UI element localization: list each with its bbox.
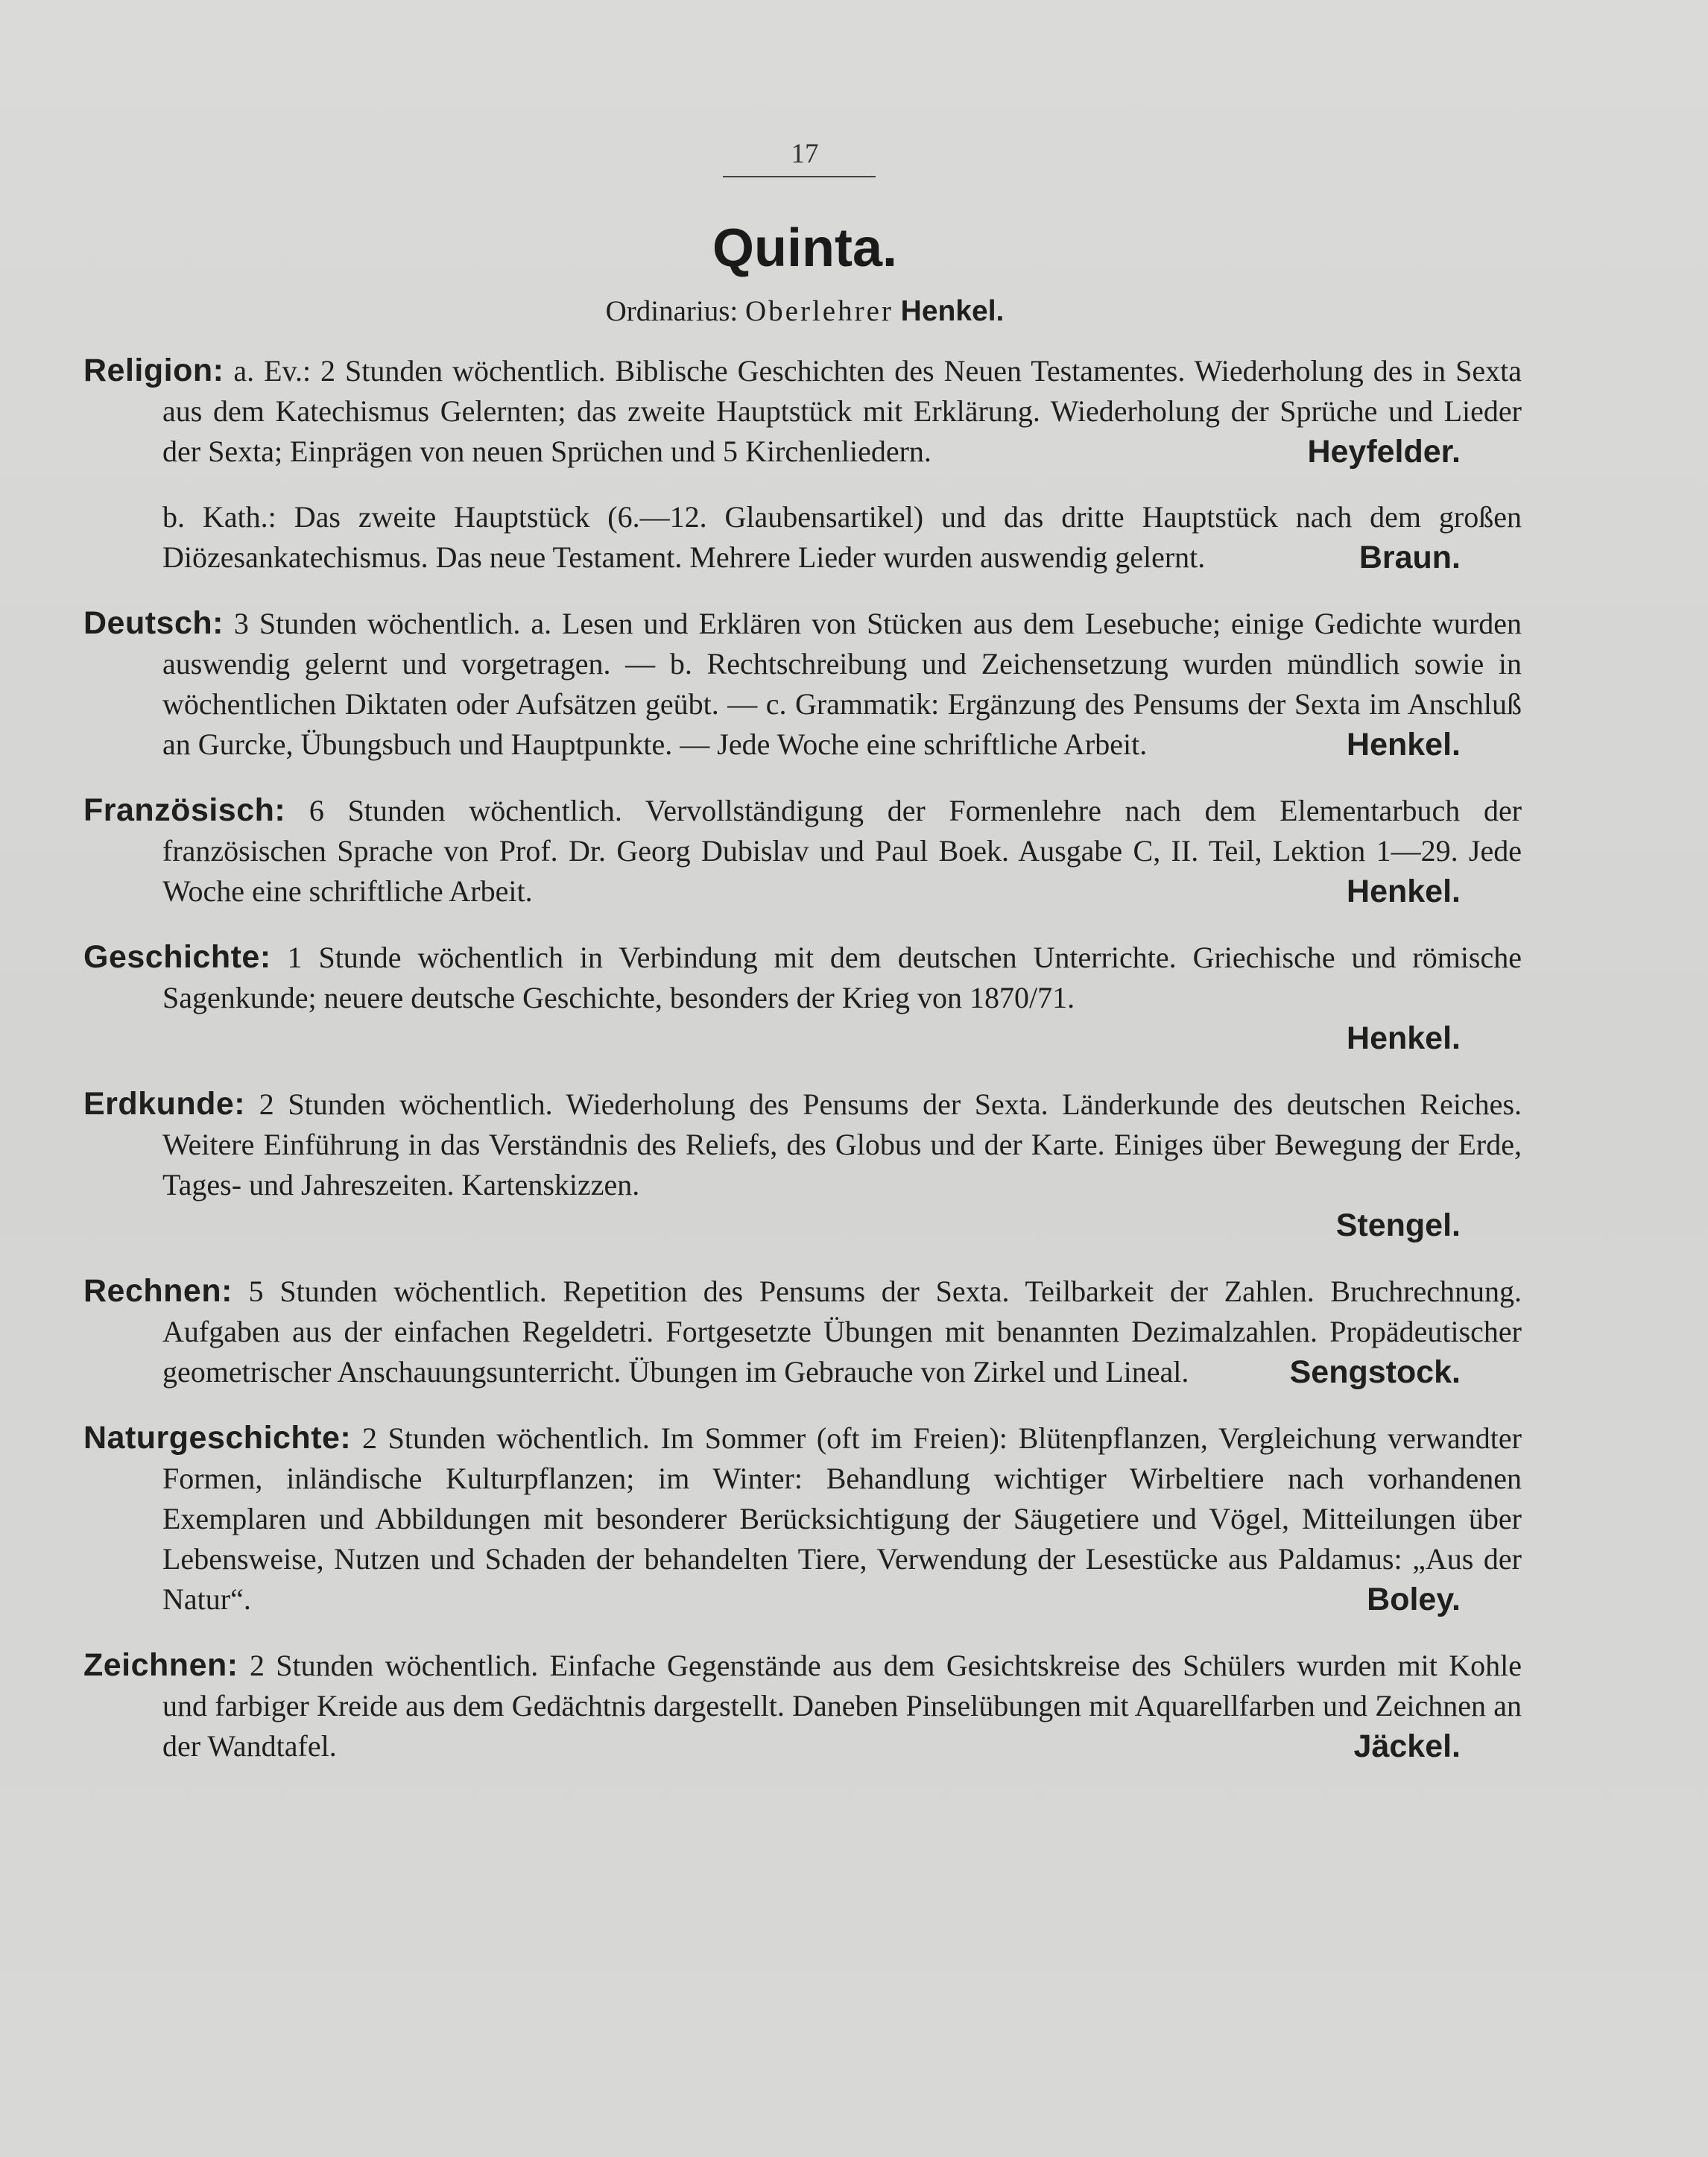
subject-name: Religion: — [83, 353, 224, 388]
subject-zeichnen — [83, 1645, 1522, 1766]
subject-text: 2 Stunden wöchentlich. Im Sommer (oft im Freien): Blütenpflanzen, Vergleichung verwandter Formen, inländische Kulturpflanzen; im Winter: Behandlung wichtiger Wirbeltiere nach vorhandenen Exemplaren und Abbildungen mit besonderer Berücksichtigung der Säugetiere und Vögel, Mitteilungen über Lebensweise, Nutzen und Schaden der behandelten Tiere, Verwendung der Lesestücke aus Paldamus: „Aus der Natur“. — [162, 1421, 1522, 1616]
subject-paragraph — [83, 937, 1522, 1018]
page-number: 17 — [791, 139, 819, 169]
subject-text: 6 Stunden wöchentlich. Vervollständigung der Formenlehre nach dem Elementarbuch der französischen Sprache von Prof. Dr. Georg Dubislav und Paul Boek. Ausgabe C, II. Teil, Lektion 1—29. Jede Woche eine schriftliche Arbeit. — [162, 794, 1522, 908]
subject-paragraph — [83, 1084, 1522, 1205]
teacher-name: Heyfelder. — [1307, 434, 1461, 470]
header-rule — [723, 176, 876, 177]
subject-geschichte — [83, 937, 1522, 1058]
subject-paragraph — [83, 603, 1522, 765]
subject-name: Französisch: — [83, 792, 286, 828]
subject-text: 1 Stunde wöchentlich in Verbindung mit dem deutschen Unterrichte. Griechische und römische Sagenkunde; neuere deutsche Geschichte, besonders der Krieg von 1870/71. — [162, 941, 1522, 1014]
teacher-name: Stengel. — [1335, 1207, 1461, 1243]
subject-naturgeschichte — [83, 1418, 1522, 1620]
subject-religion — [83, 350, 1522, 578]
subject-text: a. Ev.: 2 Stunden wöchentlich. Biblische Geschichten des Neuen Testamentes. Wiederholung des in Sexta aus dem Katechismus Gelernten; das zweite Hauptstück mit Erklärung. Wiederholung der Sprüche und Lieder der Sexta; Einprägen von neuen Sprüchen und 5 Kirchenliedern. — [162, 354, 1522, 468]
subject-paragraph — [83, 1271, 1522, 1392]
subject-deutsch — [83, 603, 1522, 765]
subject-paragraph — [83, 1418, 1522, 1620]
subject-name: Erdkunde: — [83, 1086, 246, 1122]
subject-text: 2 Stunden wöchentlich. Wiederholung des Pensums der Sexta. Länderkunde des deutschen Reiches. Weitere Einführung in das Verständnis des Reliefs, des Globus und der Karte. Einiges über Bewegung der Erde, Tages- und Jahreszeiten. Kartenskizzen. — [162, 1087, 1522, 1201]
subject-franzoesisch — [83, 790, 1522, 912]
subject-rechnen — [83, 1271, 1522, 1392]
teacher-name: Boley. — [1367, 1582, 1461, 1617]
ordinarius-label: Ordinarius: — [605, 295, 738, 327]
subject-name: Rechnen: — [83, 1273, 233, 1309]
teacher-name: Sengstock. — [1289, 1354, 1461, 1390]
ordinarius-line — [447, 294, 1163, 328]
subject-text: b. Kath.: Das zweite Hauptstück (6.—12. Glaubensartikel) und das dritte Hauptstück nach dem großen Diözesankatechismus. Das neue Testament. Mehrere Lieder wurden auswendig gelernt. — [162, 500, 1522, 574]
teacher-name: Henkel. — [1347, 874, 1461, 909]
teacher-name: Henkel. — [1347, 727, 1461, 762]
subject-text: 2 Stunden wöchentlich. Einfache Gegenstände aus dem Gesichtskreise des Schülers wurden mit Kohle und farbiger Kreide aus dem Gedächtnis dargestellt. Daneben Pinselübungen mit Aquarellfarben und Zeichnen an der Wandtafel. — [162, 1649, 1522, 1763]
ordinarius-rank: Oberlehrer — [745, 295, 893, 327]
teacher-name: Braun. — [1359, 540, 1461, 575]
subjects-list — [83, 350, 1522, 1792]
subject-text: 5 Stunden wöchentlich. Repetition des Pensums der Sexta. Teilbarkeit der Zahlen. Bruchrechnung. Aufgaben aus der einfachen Regeldetri. Fortgesetzte Übungen mit benannten Dezimalzahlen. Propädeutischer geometrischer Anschauungsunterricht. Übungen im Gebrauche von Zirkel und Lineal. — [162, 1275, 1522, 1389]
ordinarius-name: Henkel. — [900, 295, 1005, 327]
subject-paragraph — [83, 1645, 1522, 1766]
teacher-name: Jäckel. — [1353, 1728, 1461, 1764]
subject-name: Geschichte: — [83, 939, 271, 975]
subject-name: Deutsch: — [83, 605, 224, 641]
subject-paragraph — [83, 350, 1522, 472]
subject-erdkunde — [83, 1084, 1522, 1245]
subject-text: 3 Stunden wöchentlich. a. Lesen und Erklären von Stücken aus dem Lesebuche; einige Gedichte wurden auswendig gelernt und vorgetragen. — b. Rechtschreibung und Zeichensetzung wurden mündlich sowie in wöchentlichen Diktaten oder Aufsätzen geübt. — c. Grammatik: Ergänzung des Pensums der Sexta im Anschluß an Gurcke, Übungsbuch und Hauptpunkte. — Jede Woche eine schriftliche Arbeit. — [162, 607, 1522, 761]
teacher-name: Henkel. — [1347, 1020, 1461, 1056]
subject-paragraph — [83, 790, 1522, 912]
subject-name: Naturgeschichte: — [83, 1420, 352, 1456]
subject-name: Zeichnen: — [83, 1647, 238, 1683]
subject-subparagraph — [83, 497, 1522, 578]
page-title: Quinta. — [712, 218, 897, 278]
